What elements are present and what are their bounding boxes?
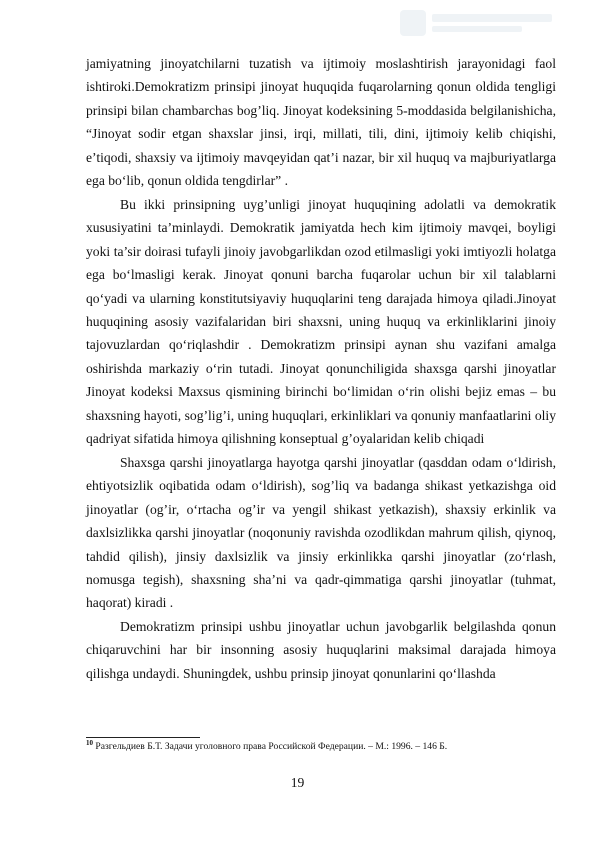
footnote-number: 10 [86, 738, 93, 747]
paragraph-1-text: jamiyatning jinoyatchilarni tuzatish va ijtimoiy moslashtirish jarayonidagi faol ishtiroki.Demokratizm prinsipi jinoyat huquqida fuqarolarning qonun oldida tengligi prinsipi bilan chambarchas bog’liq. Jinoyat kodeksining 5-moddasida belgilanishicha, “Jinoyat sodir etgan shaxslar jinsi, irqi, millati, tili, dini, ijtimoiy kelib chiqishi, e’tiqodi, shaxsiy va ijtimoiy mavqeyidan qat’i nazar, bir xil huquq va majburiyatlarga ega bo‘lib, qonun oldida tengdirlar” . [86, 56, 556, 189]
paragraph-2-text: Bu ikki prinsipning uyg’unligi jinoyat huquqining adolatli va demokratik xususiyatini ta’minlaydi. Demokratik jamiyatda hech kim ijtimoiy mavqei, boyligi yoki ta’sir doirasi tufayli jinoiy javobgarlikdan ozod etilmasligi yoki imtiyozli holatga ega bo‘lmasligi kerak. Jinoyat qonuni barcha fuqarolar uchun bir xil talablarni qo‘yadi va ularning konstitutsiyaviy huquqlarini teng darajada himoya qiladi.Jinoyat huquqining asosiy vazifalaridan biri shaxsni, uning huquq va erkinliklarini jinoiy tajovuzlardan qo‘riqlashdir . Demokratizm prinsipi aynan shu vazifani amalga oshirishda markaziy o‘rin tutadi. Jinoyat qonunchiligida shaxsga qarshi jinoyatlar Jinoyat kodeksi Maxsus qismining birinchi bo‘limidan o‘rin olishi bejiz emas – bu shaxsning hayoti, sog’lig’i, uning huquqlari, erkinliklari va qonuniy manfaatlarini oliy qadriyat sifatida himoya qilishning konseptual g’oyalaridan kelib chiqadi [86, 196, 556, 447]
page-number: 19 [290, 775, 305, 790]
paragraph-3-text: Shaxsga qarshi jinoyatlarga hayotga qarshi jinoyatlar (qasddan odam o‘ldirish, ehtiyotsizlik oqibatida odam o‘ldirish), sog’liq va badanga shikast yetkazishga oid jinoyatlar (og’ir, o‘rtacha og’ir va yengil shikast yetkazish), shaxsiy erkinlik va daxlsizlikka qarshi jinoyatlar (noqonuniy ravishda ozodlikdan mahrum qilish, qiynoq, tahdid qilish), jinsiy daxlsizlik va jinsiy erkinlikka qarshi jinoyatlar (zo‘rlash, nomusga tegish), shaxsning sha’ni va qadr-qimmatiga qarshi jinoyatlar (tuhmat, haqorat) kiradi . [86, 454, 556, 611]
paragraph-2 [86, 193, 556, 451]
watermark-logo-icon [398, 6, 558, 40]
footnote [86, 738, 556, 753]
body-text [86, 52, 556, 685]
paragraph-4 [86, 615, 556, 685]
paragraph-3 [86, 451, 556, 615]
paragraph-4-text: Demokratizm prinsipi ushbu jinoyatlar uchun javobgarlik belgilashda qonun chiqaruvchini har bir insonning asosiy huquqlarini maksimal darajada himoya qilishga undaydi. Shuningdek, ushbu prinsip jinoyat qonunlarini qo‘llashda [86, 618, 556, 681]
footnote-divider [86, 737, 200, 738]
paragraph-1 [86, 52, 556, 193]
footnote-text: Разгельдиев Б.Т. Задачи уголовного права Российской Федерации. – М.: 1996. – 146 Б. [95, 741, 448, 752]
